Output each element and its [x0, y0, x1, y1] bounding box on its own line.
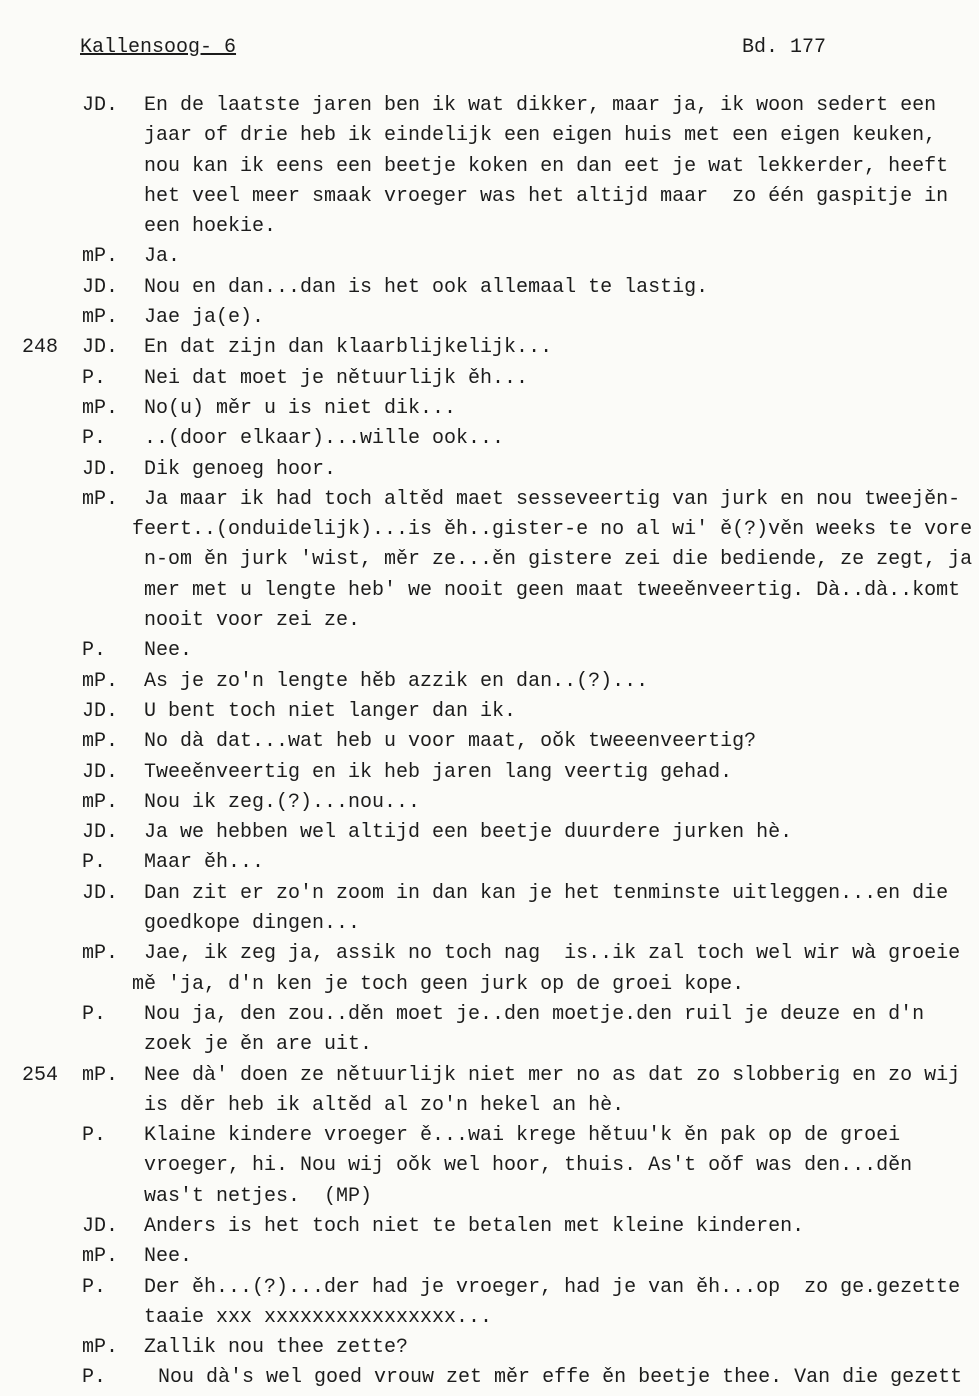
- transcript-line: [0, 306, 979, 336]
- speaker-label: P.: [82, 427, 107, 451]
- speaker-label: JD.: [82, 336, 119, 360]
- utterance-text: Ja we hebben wel altijd een beetje duurdere jurken hè.: [144, 821, 793, 845]
- speaker-label: JD.: [82, 1214, 119, 1238]
- document-title: Kallensoog- 6: [80, 36, 237, 59]
- transcript-line: [0, 700, 979, 730]
- transcript-line: [0, 912, 979, 942]
- transcript-line: [0, 397, 979, 427]
- speaker-label: P.: [82, 639, 107, 663]
- speaker-label: P.: [82, 1002, 107, 1026]
- utterance-text: mer met u lengte heb' we nooit geen maat tweeěnveertig. Dà..dà..komt: [144, 578, 961, 602]
- transcript-line: [0, 245, 979, 275]
- transcript-line: [0, 882, 979, 912]
- utterance-text: No(u) měr u is niet dik...: [144, 396, 457, 420]
- transcript-line: [0, 1245, 979, 1275]
- speaker-label: JD.: [82, 275, 119, 299]
- utterance-text: Nee.: [144, 1245, 193, 1269]
- transcript-line: [0, 185, 979, 215]
- utterance-text: En de laatste jaren ben ik wat dikker, maar ja, ik woon sedert een: [144, 94, 937, 117]
- transcript-line: [0, 518, 979, 548]
- utterance-text: een hoekie.: [144, 215, 277, 239]
- utterance-text: Nou dà's wel goed vrouw zet měr effe ěn beetje thee. Van die gezett: [158, 1366, 963, 1390]
- transcript-line: [0, 1003, 979, 1033]
- utterance-text: ..(door elkaar)...wille ook...: [144, 427, 505, 451]
- utterance-text: Dik genoeg hoor.: [144, 457, 337, 481]
- transcript-line: [0, 761, 979, 791]
- utterance-text: Nou ja, den zou..děn moet je..den moetje.den ruil je deuze en d'n: [144, 1002, 925, 1026]
- speaker-label: JD.: [82, 821, 119, 845]
- utterance-text: Zallik nou thee zette?: [144, 1336, 409, 1360]
- transcript-line: [0, 1185, 979, 1215]
- utterance-text: Nei dat moet je nětuurlijk ěh...: [144, 366, 529, 390]
- speaker-label: JD.: [82, 699, 119, 723]
- transcript-line: [0, 1064, 979, 1094]
- utterance-text: Anders is het toch niet te betalen met kleine kinderen.: [144, 1214, 805, 1238]
- page-header: [80, 36, 940, 66]
- speaker-label: JD.: [82, 760, 119, 784]
- transcript-line: [0, 367, 979, 397]
- utterance-text: is děr heb ik altěd al zo'n hekel an hè.: [144, 1093, 625, 1117]
- speaker-label: mP.: [82, 1245, 119, 1269]
- speaker-label: mP.: [82, 306, 119, 330]
- transcript-line: [0, 609, 979, 639]
- utterance-text: Dan zit er zo'n zoom in dan kan je het tenminste uitleggen...en die: [144, 881, 949, 905]
- utterance-text: het veel meer smaak vroeger was het altijd maar zo één gaspitje in: [144, 184, 949, 208]
- transcript-line: [0, 670, 979, 700]
- utterance-text: jaar of drie heb ik eindelijk een eigen huis met een eigen keuken,: [144, 124, 937, 148]
- utterance-text: Nee dà' doen ze nětuurlijk niet mer no as dat zo slobberig en zo wij: [144, 1063, 961, 1087]
- utterance-text: was't netjes. (MP): [144, 1184, 373, 1208]
- transcript-line: [0, 1336, 979, 1366]
- transcript-line: [0, 427, 979, 457]
- speaker-label: P.: [82, 1366, 107, 1390]
- speaker-label: mP.: [82, 487, 119, 511]
- transcript-line: [0, 1306, 979, 1336]
- transcript-line: [0, 579, 979, 609]
- utterance-text: taaie xxx xxxxxxxxxxxxxxxx...: [144, 1305, 493, 1329]
- utterance-text: n-om ěn jurk 'wist, měr ze...ěn gistere zei die bediende, ze zegt, ja: [144, 548, 973, 572]
- transcript-line: [0, 942, 979, 972]
- speaker-label: mP.: [82, 1063, 119, 1087]
- utterance-text: vroeger, hi. Nou wij oǒk wel hoor, thuis. As't oǒf was den...děn: [144, 1154, 913, 1178]
- line-number: 254: [22, 1063, 59, 1087]
- speaker-label: mP.: [82, 669, 119, 693]
- speaker-label: mP.: [82, 1336, 119, 1360]
- speaker-label: P.: [82, 1275, 107, 1299]
- transcript-line: [0, 730, 979, 760]
- transcript-line: [0, 639, 979, 669]
- transcript-line: [0, 458, 979, 488]
- utterance-text: Der ěh...(?)...der had je vroeger, had je van ěh...op zo ge.gezette: [144, 1275, 961, 1299]
- utterance-text: Jae, ik zeg ja, assik no toch nag is..ik zal toch wel wir wà groeie: [144, 942, 961, 966]
- transcript-line: [0, 276, 979, 306]
- speaker-label: JD.: [82, 94, 119, 117]
- transcript-line: [0, 851, 979, 881]
- transcript-line: [0, 1154, 979, 1184]
- utterance-text: Maar ěh...: [144, 851, 265, 875]
- speaker-label: mP.: [82, 790, 119, 814]
- speaker-label: P.: [82, 366, 107, 390]
- utterance-text: As je zo'n lengte hěb azzik en dan..(?)...: [144, 669, 649, 693]
- utterance-text: Tweeěnveertig en ik heb jaren lang veertig gehad.: [144, 760, 733, 784]
- utterance-text: Ja.: [144, 245, 181, 269]
- transcript-line: [0, 488, 979, 518]
- utterance-text: zoek je ěn are uit.: [144, 1033, 373, 1057]
- utterance-text: feert..(onduidelijk)...is ěh..gister-e no al wi' ě(?)věn weeks te vore: [132, 518, 973, 542]
- transcript-line: [0, 215, 979, 245]
- utterance-text: En dat zijn dan klaarblijkelijk...: [144, 336, 553, 360]
- transcript-line: [0, 1033, 979, 1063]
- utterance-text: No dà dat...wat heb u voor maat, oǒk tweeenveertig?: [144, 730, 757, 754]
- utterance-text: goedkope dingen...: [144, 912, 361, 936]
- speaker-label: mP.: [82, 245, 119, 269]
- transcript-line: [0, 336, 979, 366]
- transcript-line: [0, 1276, 979, 1306]
- utterance-text: Nee.: [144, 639, 193, 663]
- speaker-label: mP.: [82, 942, 119, 966]
- transcript-line: [0, 1094, 979, 1124]
- utterance-text: Jae ja(e).: [144, 306, 265, 330]
- transcript-line: [0, 1124, 979, 1154]
- transcript-line: [0, 548, 979, 578]
- speaker-label: JD.: [82, 457, 119, 481]
- volume-number: Bd. 177: [742, 36, 827, 59]
- utterance-text: U bent toch niet langer dan ik.: [144, 699, 517, 723]
- speaker-label: mP.: [82, 396, 119, 420]
- transcript-line: [0, 791, 979, 821]
- utterance-text: Nou en dan...dan is het ook allemaal te lastig.: [144, 275, 709, 299]
- transcript-line: [0, 1215, 979, 1245]
- transcript-line: [0, 155, 979, 185]
- speaker-label: mP.: [82, 730, 119, 754]
- utterance-text: Ja maar ik had toch altěd maet sesseveertig van jurk en nou tweejěn-: [144, 487, 961, 511]
- utterance-text: mě 'ja, d'n ken je toch geen jurk op de groei kope.: [132, 972, 745, 996]
- speaker-label: JD.: [82, 881, 119, 905]
- line-number: 248: [22, 336, 59, 360]
- transcript-line: [0, 1366, 979, 1396]
- utterance-text: Nou ik zeg.(?)...nou...: [144, 790, 421, 814]
- speaker-label: P.: [82, 851, 107, 875]
- speaker-label: P.: [82, 1124, 107, 1148]
- utterance-text: nooit voor zei ze.: [144, 609, 361, 633]
- utterance-text: Klaine kindere vroeger ě...wai krege hětuu'k ěn pak op de groei: [144, 1124, 901, 1148]
- utterance-text: nou kan ik eens een beetje koken en dan eet je wat lekkerder, heeft: [144, 154, 949, 178]
- transcript-line: [0, 821, 979, 851]
- transcript-line: [0, 94, 979, 124]
- transcript-line: [0, 124, 979, 154]
- transcript-body: [0, 94, 979, 1396]
- transcript-line: [0, 973, 979, 1003]
